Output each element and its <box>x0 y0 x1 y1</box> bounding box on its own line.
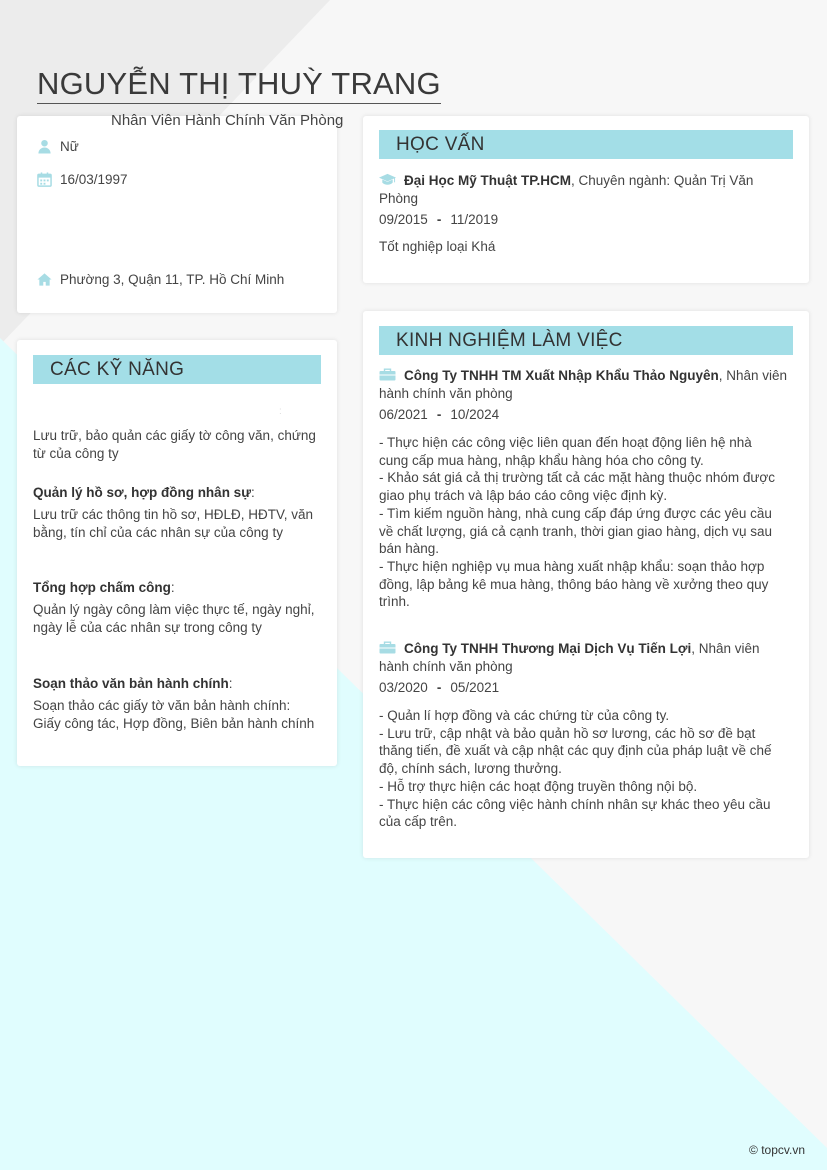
company-name: Công Ty TNHH TM Xuất Nhập Khẩu Thảo Nguyên <box>404 368 719 383</box>
gender-value: Nữ <box>60 139 79 154</box>
skill-description: Quản lý ngày công làm việc thực tế, ngày nghỉ, ngày lễ của các nhân sự trong công ty <box>33 602 315 635</box>
home-icon <box>37 272 52 287</box>
address-value: Phường 3, Quận 11, TP. Hồ Chí Minh <box>60 272 285 287</box>
job-position: Nhân Viên Hành Chính Văn Phòng <box>111 112 344 129</box>
briefcase-icon <box>379 641 396 654</box>
education-start: 09/2015 <box>379 212 428 227</box>
skill-title: Soạn thảo văn bản hành chính <box>33 676 229 691</box>
date-separator: - <box>436 212 442 227</box>
gender-row <box>37 139 79 154</box>
education-dates <box>379 212 498 227</box>
skill-description: Lưu trữ, bảo quản các giấy tờ công văn, chứng từ của công ty <box>33 428 316 461</box>
birthday-row <box>37 172 128 187</box>
birthday-value: 16/03/1997 <box>60 172 128 187</box>
skills-card <box>17 340 337 766</box>
education-entry <box>379 172 789 208</box>
job-role: , Nhân viên hành chính văn phòng <box>379 641 760 674</box>
company-name: Công Ty TNHH Thương Mại Dịch Vụ Tiến Lợi <box>404 641 692 656</box>
skill-title: Quản lý hồ sơ, hợp đồng nhân sự <box>33 485 251 500</box>
education-note: Tốt nghiệp loại Khá <box>379 239 496 254</box>
user-icon <box>37 139 52 154</box>
job-description: - Thực hiện các công việc liên quan đến hoạt động liên hệ nhà cung cấp mua hàng, nhập khẩu hàng hóa cho công ty. - Khảo sát giá cả thị trường tất cả các mặt hàng thuộc nhóm được giao phụ trách và lập báo cáo công việc định kỳ. - Tìm kiếm nguồn hàng, nhà cung cấp đáp ứng được các yêu cầu về chất lượng, giá cả cạnh tranh, thời gian giao hàng, dịch vụ sau bán hàng. - Thực hiện nghiệp vụ mua hàng xuất nhập khẩu: soạn thảo hợp đồng, lập bảng kê mua hàng, thông báo hàng về xưởng theo quy trình. <box>379 435 775 610</box>
education-heading: HỌC VẤN <box>379 130 793 159</box>
skill-item: Soạn thảo văn bản hành chính: Soạn thảo các giấy tờ văn bản hành chính: Giấy công tác, Hợp đồng, Biên bản hành chính <box>33 675 318 733</box>
school-name: Đại Học Mỹ Thuật TP.HCM <box>404 173 572 188</box>
experience-heading: KINH NGHIỆM LÀM VIỆC <box>379 326 793 355</box>
skill-item: Tổng hợp chấm công: Quản lý ngày công làm việc thực tế, ngày nghỉ, ngày lễ của các nhân sự trong công ty <box>33 579 318 637</box>
skills-heading: CÁC KỸ NĂNG <box>33 355 321 384</box>
skills-faint-mark: : <box>279 406 282 417</box>
candidate-name: NGUYỄN THỊ THUỲ TRANG <box>37 66 441 104</box>
skill-item <box>33 427 318 463</box>
address-row <box>37 272 284 287</box>
school-major: , Chuyên ngành: Quản Trị Văn Phòng <box>379 173 754 206</box>
personal-info-card <box>17 116 337 313</box>
graduation-cap-icon <box>379 173 396 186</box>
skill-description: Lưu trữ các thông tin hồ sơ, HĐLĐ, HĐTV, văn bằng, tín chỉ của các nhân sự của công ty <box>33 507 314 540</box>
education-card <box>363 116 809 283</box>
job-role: , Nhân viên hành chính văn phòng <box>379 368 788 401</box>
job-dates <box>379 680 499 695</box>
skill-title: Tổng hợp chấm công <box>33 580 171 595</box>
briefcase-icon <box>379 368 396 381</box>
skill-description: Soạn thảo các giấy tờ văn bản hành chính: Giấy công tác, Hợp đồng, Biên bản hành chính <box>33 698 315 731</box>
job-end: 10/2024 <box>450 407 500 422</box>
skill-item: Quản lý hồ sơ, hợp đồng nhân sự: Lưu trữ các thông tin hồ sơ, HĐLĐ, HĐTV, văn bằng, tín chỉ của các nhân sự của công ty <box>33 484 318 542</box>
date-separator: - <box>436 407 442 422</box>
calendar-icon <box>37 172 52 187</box>
education-end: 11/2019 <box>450 212 499 227</box>
job-start: 03/2020 <box>379 680 428 695</box>
job-start: 06/2021 <box>379 407 428 422</box>
job-end: 05/2021 <box>450 680 500 695</box>
experience-card <box>363 311 809 858</box>
job-title-line <box>379 367 789 403</box>
job-title-line <box>379 640 789 676</box>
job-description: - Quản lí hợp đồng và các chứng từ của công ty. - Lưu trữ, cập nhật và bảo quản hồ sơ lương, các hồ sơ đề bạt thăng tiến, đề xuất và cập nhật các quy định của pháp luật về chế độ, chính sách, lương thưởng. - Hỗ trợ thực hiện các hoạt động truyền thông nội bộ. - Thực hiện các công việc hành chính nhân sự khác theo yêu cầu của cấp trên. <box>379 708 772 830</box>
job-dates <box>379 407 499 422</box>
date-separator: - <box>436 680 442 695</box>
footer-copyright: © topcv.vn <box>749 1143 805 1157</box>
